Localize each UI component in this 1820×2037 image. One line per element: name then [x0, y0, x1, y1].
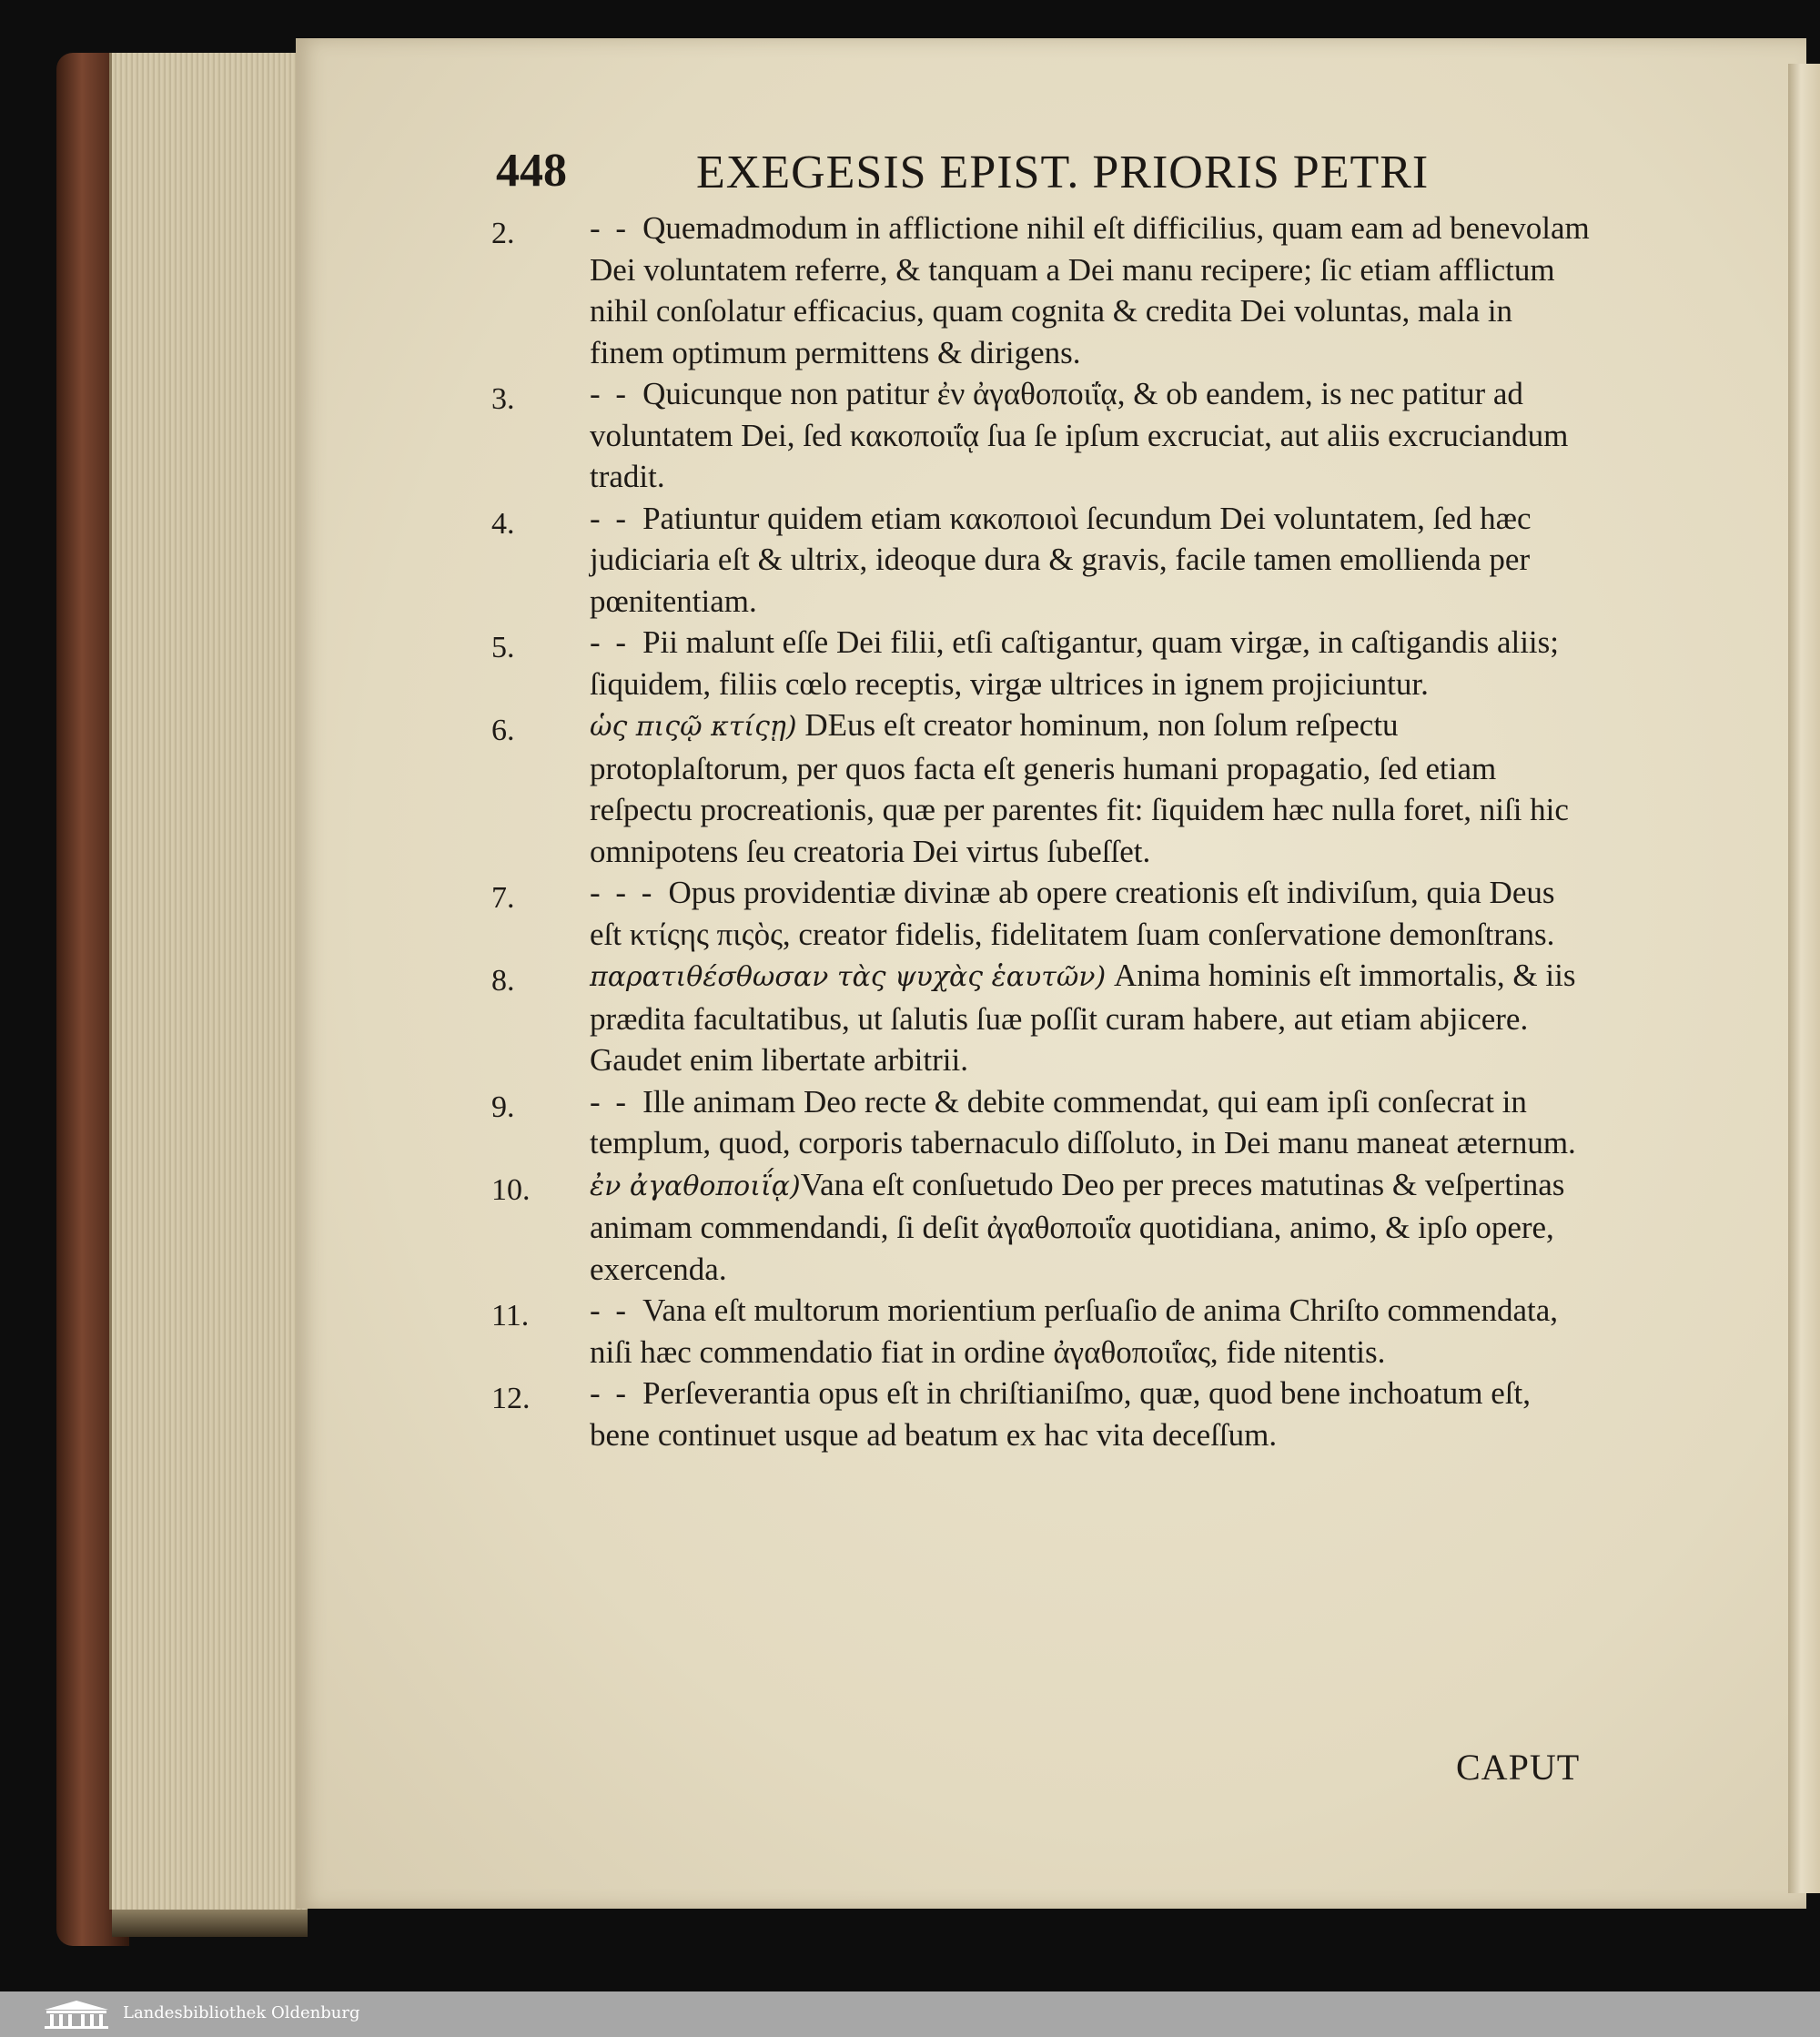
- paragraph-number: 8.: [491, 964, 515, 998]
- paragraph-dash: - -: [590, 210, 631, 246]
- paragraph-text: Pii malunt eſſe Dei filii, etſi caſtigantur, quam virgæ, in caſtigandis aliis; ſiquidem, filiis cœlo receptis, virgæ ultrices in ignem projiciuntur.: [590, 624, 1559, 702]
- paragraph-text: Opus providentiæ divinæ ab opere creationis eſt indiviſum, quia Deus eſt κτίςης πιςὸς, creator fidelis, fidelitatem ſuam conſervatione demonſtrans.: [590, 875, 1555, 952]
- body-text: [491, 208, 1592, 1455]
- catchword: CAPUT: [1456, 1747, 1581, 1788]
- page-header: [496, 144, 1597, 208]
- paragraph-text: DEus eſt creator hominum, non ſolum reſpectu protoplaſtorum, per quos facta eſt generis humani propagatio, ſed etiam reſpectu procreationis, quæ per parentes fit: ſiquidem hæc nulla foret, niſi hic omnipotens ſeu creatoria Dei virtus ſubeſſet.: [590, 707, 1569, 869]
- paragraph-number: 5.: [491, 631, 515, 664]
- paragraph-text: Anima hominis eſt immortalis, & iis prædita facultatibus, ut ſalutis ſuæ poſſit curam habere, aut etiam abjicere. Gaudet enim libertate arbitrii.: [590, 958, 1576, 1078]
- paragraph-text: Perſeverantia opus eſt in chriſtianiſmo, quæ, quod bene inchoatum eſt, bene continuet usque ad beatum ex hac vita deceſſum.: [590, 1375, 1531, 1453]
- paragraph-text: Vana eſt multorum morientium perſuaſio de anima Chriſto commendata, niſi hæc commendatio fiat in ordine ἀγαθοποιΐας, fide nitentis.: [590, 1292, 1559, 1370]
- library-name: Landesbibliothek Oldenburg: [123, 2003, 360, 2022]
- paragraph-number: 10.: [491, 1172, 531, 1207]
- paragraph-number: 12.: [491, 1382, 531, 1415]
- paragraph-number: 6.: [491, 714, 515, 747]
- paragraph-number: 2.: [491, 217, 515, 250]
- paragraph-number: 3.: [491, 382, 515, 416]
- paragraph-dash: - -: [590, 1292, 631, 1328]
- paragraph: [491, 498, 1592, 623]
- paragraph: [491, 955, 1592, 1081]
- page-number: 448: [496, 145, 567, 197]
- paragraph-number: 9.: [491, 1089, 515, 1124]
- paragraph-number: 7.: [491, 881, 515, 915]
- paragraph-number: 4.: [491, 506, 515, 541]
- greek-lemma: ὡς πιςῷ κτίςῃ): [590, 711, 797, 743]
- paragraph-dash: - - -: [590, 875, 656, 910]
- paragraph: [491, 1164, 1592, 1291]
- paragraph: [491, 373, 1592, 498]
- paragraph-dash: - -: [590, 376, 631, 411]
- paragraph-text: Quicunque non patitur ἐν ἀγαθοποιΐᾳ, & ob eandem, is nec patitur ad voluntatem Dei, ſed κακοποιΐᾳ ſua ſe ipſum excruciat, aut aliis excruciandum tradit.: [590, 376, 1569, 494]
- paragraph-dash: - -: [590, 1083, 631, 1120]
- paragraph: [491, 704, 1592, 872]
- paragraph: [491, 1081, 1592, 1164]
- paragraph-dash: - -: [590, 500, 631, 536]
- facing-page-edge: [1788, 64, 1820, 1893]
- paragraph-text: Ille animam Deo recte & debite commendat, qui eam ipſi conſecrat in templum, quod, corporis tabernaculo diſſoluto, in Dei manu maneat æternum.: [590, 1083, 1576, 1160]
- running-title: EXEGESIS EPIST. PRIORIS PETRI: [696, 147, 1430, 198]
- paragraph-text: Vana eſt conſuetudo Deo per preces matutinas & veſpertinas animam commendandi, ſi deſit ἀγαθοποιΐα quotidiana, animo, & ipſo opere, exercenda.: [590, 1166, 1565, 1287]
- paragraph: [491, 622, 1592, 704]
- paragraph: [491, 208, 1592, 373]
- paragraph: [491, 872, 1592, 955]
- greek-lemma: παρατιθέσθωσαν τὰς ψυχὰς ἑαυτῶν): [590, 961, 1107, 993]
- library-building-icon: [41, 1999, 112, 2030]
- paragraph-dash: - -: [590, 1375, 631, 1411]
- greek-lemma: ἐν ἀγαθοποιΐᾳ): [590, 1170, 801, 1202]
- paragraph: [491, 1373, 1592, 1455]
- paragraph-text: Quemadmodum in afflictione nihil eſt difficilius, quam eam ad benevolam Dei voluntatem referre, & tanquam a Dei manu recipere; ſic etiam afflictum nihil conſolatur efficacius, quam cognita & credita Dei voluntas, mala in finem optimum permittens & dirigens.: [590, 210, 1590, 370]
- page-edges: [109, 53, 308, 1910]
- paragraph-text: Patiuntur quidem etiam κακοποιοὶ ſecundum Dei voluntatem, ſed hæc judiciaria eſt & ultrix, ideoque dura & gravis, facile tamen emollienda per pœnitentiam.: [590, 500, 1532, 619]
- paragraph: [491, 1290, 1592, 1373]
- footer-bar: [0, 1991, 1820, 2037]
- paragraph-number: 11.: [491, 1299, 530, 1333]
- paragraph-dash: - -: [590, 624, 631, 660]
